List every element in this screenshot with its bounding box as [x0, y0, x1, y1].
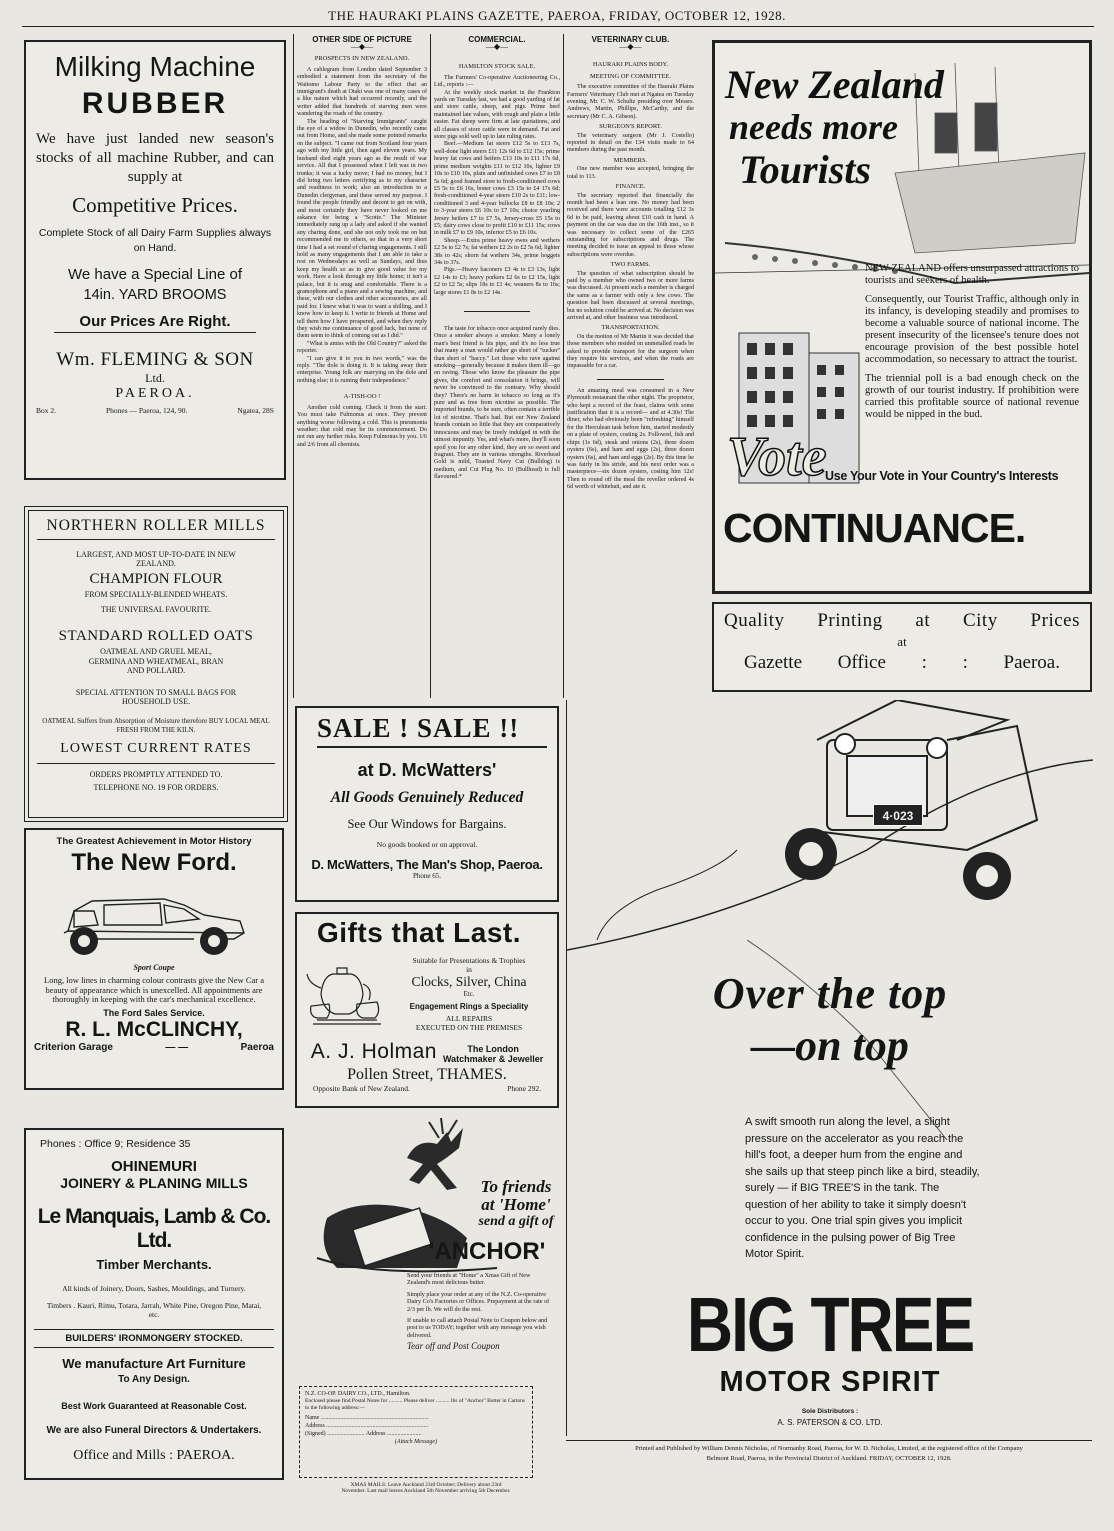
fleming-dairy: Complete Stock of all Dairy Farm Supplies always on Hand.: [38, 227, 272, 254]
imprint-line1: Printed and Published by William Dennis Nicholas, of Normanby Road, Paeroa, for W. D. Nicholas, Limited, at the registered office of the Company: [635, 1445, 1023, 1452]
col3-sub: HAURAKI PLAINS BODY.: [592, 61, 669, 69]
tourists-vote: Vote: [727, 426, 827, 488]
col3-p3: One new member was accepted, bringing the total to 113.: [567, 166, 694, 180]
col3-divider: [597, 379, 664, 380]
masthead-rule: [22, 26, 1094, 27]
anchor-p2: Simply place your order at any of the N.Z. Co-operative Dairy Co's Factories or Offices. Prepayment at the rate of 2/3 per lb. We will do the rest.: [407, 1290, 550, 1313]
col2-divider: [464, 311, 530, 312]
col3-s3: FINANCE.: [615, 183, 646, 191]
masthead-title: THE HAURAKI PLAINS GAZETTE, PAEROA, FRIDAY, OCTOBER 12, 1928.: [328, 8, 786, 23]
bigtree-ad: [566, 700, 1092, 1436]
ford-coupe-illustration: [34, 881, 274, 963]
silver-tea-set-illustration: [303, 954, 387, 1038]
bigtree-h2: —on top: [751, 1021, 909, 1070]
holman-repairs: ALL REPAIRS: [445, 1014, 493, 1023]
holman-footer: [303, 1084, 551, 1093]
ford-town: Paeroa: [240, 1041, 274, 1053]
col2-p3: Beef.—Medium fat steers £12 5s to £13 7s, well-done light steers £11 12s 6d to £12 15s; prime heavy fat cows and heifers £13 10s to £11 17s 6d, prime medium weights £11 to £12 10s, lighter £9 10s to £10 10s, plain and unfinished cows £7 to £8 5s 6d; good framed store to fresh-conditioned cows £5 5s to £6 16s, boner cows £3 15s to £4 17s 6d; fresh-conditioned 4-year steers £10 2s to £11; low-conditioned 3 and 4-year bullocks £8 to £8 10s; 2 to 3-year steers £6 10s to £7 10s; choice yearling Jersey heifers £7 to £7 5s, Jersey-cross £5 15s to £5; dairy cows close to profit £10 to £11 15s; cows in milk £7 to £9 10s, inferior £5 to £6 10s.: [434, 141, 560, 237]
anchor-home: at 'Home': [481, 1195, 551, 1214]
col3-s4: TWO FARMS.: [610, 261, 651, 269]
vintage-car-illustration: [567, 700, 1093, 970]
coupon-heading: N.Z. CO-OP. DAIRY CO., LTD., Hamilton.: [305, 1391, 411, 1397]
fleming-ngatea: Ngatea, 28S: [237, 406, 274, 415]
joinery-ad: [24, 1128, 284, 1480]
holman-opp: Opposite Bank of New Zealand.: [313, 1084, 410, 1093]
mills-orders: ORDERS PROMPTLY ATTENDED TO.: [89, 769, 223, 779]
col2-head: COMMERCIAL.: [468, 36, 526, 44]
mills-from: FROM SPECIALLY-BLENDED WHEATS.: [84, 590, 228, 599]
anchor-p1: Send your friends at "Home" a Xmas Gift of New Zealand's most delicious butter.: [407, 1272, 531, 1287]
mcwatters-reduced: All Goods Genuinely Reduced: [330, 789, 524, 806]
fleming-town: PAEROA.: [115, 386, 195, 401]
tourists-use: Use Your Vote in Your Country's Interests: [825, 469, 1059, 483]
tourists-h2: needs more: [729, 107, 898, 147]
tourists-copy: [865, 263, 1079, 421]
printing-line3: Gazette Office : : Paeroa.: [744, 652, 1060, 673]
tourists-p2: Consequently, our Tourist Traffic, although only in its infancy, is developing steadily and promises to become a valuable source of national income. The present insecurity of the licensee's tenure does not encourage provision of the best possible hotel accommodation, so necessary to attract the tourist.: [865, 294, 1079, 365]
joinery-work: Best Work Guaranteed at Reasonable Cost.: [61, 1401, 247, 1411]
holman-street: Pollen Street, THAMES.: [347, 1066, 507, 1083]
column-rule-2: [430, 34, 431, 698]
printing-line2: at: [897, 634, 907, 649]
holman-watchmaker: Watchmaker & Jeweller: [443, 1054, 544, 1064]
joinery-firm: Le Manquais, Lamb & Co. Ltd.: [37, 1205, 271, 1252]
holman-phone: Phone 292.: [507, 1084, 541, 1093]
col3-ornament: —◆—: [619, 42, 642, 52]
coupon-address2-label: Address: [365, 1431, 386, 1437]
joinery-furniture: We manufacture Art Furniture: [62, 1356, 246, 1371]
imprint: [566, 1440, 1092, 1464]
col2-p2: At the weekly stock market in the Frankton yards on Tuesday last, we had a good yarding of fat and store cattle, sheep, and pigs. Prime beef maintained late values, with rough and plain a little easier. Fat sheep were firm at late quotations, and all classes of store cattle were in demand. Fat and store pigs sold well up to late ruling rates.: [434, 89, 560, 141]
mills-largest: LARGEST, AND MOST UP-TO-DATE IN NEW ZEALAND.: [76, 550, 236, 568]
tourists-h1: New Zealand: [725, 62, 944, 107]
fleming-body: We have just landed new season's stocks of all machine Rubber, and can supply at: [36, 131, 274, 185]
mills-fav: THE UNIVERSAL FAVOURITE.: [100, 605, 212, 614]
col3-s5: TRANSPORTATION.: [601, 324, 660, 332]
tourists-p1: NEW ZEALAND offers unsurpassed attractions to tourists and seekers of health.: [865, 263, 1079, 286]
holman-ad: [295, 912, 559, 1108]
col2-p6: The taste for tobacco once acquired rarely dies. Once a smoker always a smoker. Many a lonely man's best friend is his pipe, and it's no less true that many a man would rather go short of "tucker" than short of "baccy." Let those who rave against smoking—generally because it makes them ill—go on raving. Those who know the pleasure the pipe gives, the comfort and consolation it brings, will never be convinced to the contrary. Why should they? There's no harm in tobacco so long as it's pure and as free from nicotine as possible. The imported brands, to be sure, often contain a terrible lot of nicotine. That's bad. But our New Zealand brands contain so little that they are comparatively innocuous and may be freely indulged in with the utmost impunity. Yes, and what's more, they'll soon spoil you for any other kind, they are so sweet and fragrant. They are in various strengths. Riverhead Gold is mild, Toasted Navy Cut (Bulldog) is medium, and Cut Plug No. 10 (Bullhead) is full flavoured.*: [434, 326, 560, 481]
ford-sport: Sport Coupe: [133, 963, 175, 972]
bigtree-plate: 4·023: [873, 804, 923, 826]
joinery-name2: JOINERY & PLANING MILLS: [60, 1175, 248, 1191]
fleming-ltd: Ltd.: [145, 371, 165, 385]
mcwatters-nobook: No goods booked or on approval.: [376, 840, 478, 849]
mills-flour: CHAMPION FLOUR: [89, 571, 223, 587]
col3-p6: On the motion of Mr Martin it was decided that those members who resided on unmetalled roads be asked to provide transport for the surgeon when they require his services, and when the roads are impassable for a car.: [567, 333, 694, 370]
column-commercial: [434, 36, 560, 696]
mcwatters-ad: [295, 706, 559, 902]
anchor-heading: [473, 1178, 559, 1230]
bigtree-h1: Over the top: [712, 969, 948, 1018]
col2-p1: The Farmers' Co-operative Auctioneering Co., Ltd., reports :—: [434, 74, 560, 89]
joinery-phones: Phones : Office 9; Residence 35: [40, 1138, 191, 1150]
mills-oatmeal: OATMEAL Suffers from Absorption of Moisture therefore BUY LOCAL MEAL FRESH FROM THE KILN.: [42, 716, 270, 734]
ford-title: The New Ford.: [71, 849, 237, 876]
fleming-ad: [24, 40, 286, 480]
fleming-prices: Our Prices Are Right.: [54, 313, 256, 333]
mcwatters-windows: See Our Windows for Bargains.: [347, 817, 507, 831]
coupon-signed-label: (Signed): [305, 1431, 326, 1437]
column-veterinary: [567, 36, 694, 696]
imprint-line2: Belmont Road, Paeroa, in the Provincial District of Auckland. FRIDAY, OCTOBER 12, 1928.: [706, 1455, 952, 1462]
col1-p5: Another cold coming. Check it from the start. You must take Fulmonus at once. They prevent anything worse following a cold. This is pneumonia weather; that cold may be its commencement. Do not run any further risks. Keep Fulmonus by you. 1/6 and 2/6 from all chemists.: [297, 404, 427, 448]
fleming-competitive: Competitive Prices.: [72, 193, 238, 217]
ford-tag: The Greatest Achievement in Motor History: [56, 836, 252, 847]
fleming-brooms: 14in. YARD BROOMS: [83, 287, 227, 303]
col3-p7: An amazing meal was consumed in a New Plymouth restaurant the other night. The proprietor, who kept a record of the feast, claims with some justification that it is a record— and at 4.30s! The diner, who had obviously been "refreshing" himself for the Herculean task before him, started modestly on a plate of oysters, costing 2s. Followed, fish and chips (1s 6d), steak and onions (2s), three dozen oysters (6s), and ham and eggs (2s), three dozen oysters (6s), and ham and eggs (2s). By this time he was fairly in his stride, and his next order was a masterpiece—six dozen oysters, costing him 12s! Then to round off the meal the reveller ordered 4s 6d worth of whitebait, and ate it.: [567, 387, 694, 491]
holman-rings: Engagement Rings a Speciality: [409, 1002, 529, 1011]
col1-sub2: A-TISH-OO !: [343, 393, 381, 401]
holman-text: [387, 950, 551, 1038]
holman-clocks: Clocks, Silver, China: [411, 974, 527, 989]
mills-title: NORTHERN ROLLER MILLS: [37, 517, 275, 540]
col1-head: OTHER SIDE OF PICTURE: [312, 36, 412, 44]
mcwatters-name: D. McWatters, The Man's Shop, Paeroa.: [311, 857, 543, 872]
holman-jeweller: [443, 1044, 543, 1064]
col1-p2: The heading of "Starving Immigrants" caught the eye of a widow in Dunedin, who recently came out from Home, and she made some pointed remarks on the subject. "I came out from Scotland four years ago with my little girl, then aged eleven years. My husband died eight years ago as the result of war service. All that I possessed when I left was in two trunks; it was a lucky move; I had no money, but I did bring two letters certifying as to my character and readiness to work; also an introduction to a Dunedin clergyman, and these served my purpose. I found the people friendly and decent to get on with, and most certainly they have never looked on me askance for being a "Scotie." The Minister immediately rang up a lady and asked if she wanted any charing done, and she not only took me on but recommended me to others, so that in a very short time I had a set round of charing engagements. I still hold as many engagements that I am able to take a rest on Wednesdays as well as Sundays, and thus keep my health so as to give good value for my work. Have a look through my little home; it isn't a palace, but it is snug and comfortable. There is a gramophone and a piano and a sewing machine, and these, with our clothes and other accessories, are all paid for. I knew what it was to want a shilling, and I know how to keep it. I write to friends at Home and tell them how I have prospered, and when they reply they wish me continuance of good luck, but none of them seem to think of coming out as I did.": [297, 118, 427, 340]
anchor-p3: If unable to call attach Postal Note to Coupon below and post to us TODAY; together with any message you wish delivered.: [407, 1317, 548, 1339]
col1-p3: "What is amiss with the Old Country?" asked the reporter.: [297, 340, 427, 355]
holman-etc: Etc.: [463, 990, 475, 998]
anchor-mails: XMAS MAILS: Leave Auckland 23rd October; Delivery about 23rd November. Last mail leaves Auckland 5th November arriving 5th December.: [341, 1482, 511, 1495]
col2-sub: HAMILTON STOCK SALE.: [458, 63, 536, 71]
continuance-ad: [712, 40, 1092, 594]
col1-p1: A cablegram from London dated September 3 embodied a statement from the secretary of the Waitomo Labour Party to the effect that an immigrant's death at Otaki was one of many cases of a like nature which had occurred recently, and the writer added that hundreds of starving men were wandering the roads of the country.: [297, 66, 427, 118]
ford-name: R. L. McCLINCHY,: [65, 1017, 243, 1041]
holman-london: The London: [467, 1044, 519, 1054]
coupon-address-label: Address: [305, 1423, 325, 1429]
column-rule-1: [293, 34, 294, 698]
ford-garage: Criterion Garage: [34, 1041, 113, 1053]
col3-p4: The secretary reported that financially the month had been a lean one. No money had been received and there were accounts totalling £12 3s 6d to be paid, leaving about £10 cash in hand. A payment on the car was due on the 16th inst., so it was necessary to collect some of the £265 outstanding for subscriptions and drugs. The meeting decided to issue an appeal to those whose subscriptions were overdue.: [567, 192, 694, 258]
col1-ornament: —◆—: [350, 42, 374, 52]
holman-name-row: [303, 1040, 551, 1064]
col3-sub2: MEETING OF COMMITTEE.: [589, 72, 672, 80]
tourists-p3: The triennial poll is a bad enough check on the growth of our tourist industry. If prohibition were carried this profitable source of national revenue would be nipped in the bud.: [865, 373, 1079, 420]
col2-p4: Sheep.—Extra prime heavy ewes and wethers £2 5s to £2 7s; fat wethers £2 2s to £2 5s 6d, lighter 38s to 42s; shorn fat wethers 34s, prime hoggets 34s to 37s.: [434, 237, 560, 266]
col3-s1: SURGEON'S REPORT.: [599, 123, 662, 131]
anchor-ad: [297, 1118, 557, 1496]
joinery-name1: OHINEMURI: [111, 1158, 197, 1175]
bigtree-brand1: BIG TREE: [686, 1281, 974, 1368]
mills-ad: [28, 510, 284, 818]
ford-body: Long, low lines in charming colour contrasts give the New Car a beauty of appearance which is unexcelled. All appointments are thoroughly in keeping with the car's mechanical excellence.: [44, 975, 264, 1004]
bigtree-dist: Sole Distributors :: [801, 1408, 859, 1415]
col1-sub: PROSPECTS IN NEW ZEALAND.: [314, 55, 410, 63]
joinery-kinds: All kinds of Joinery, Doors, Sashes, Mouldings, and Turnery.: [62, 1284, 246, 1293]
anchor-coupon[interactable]: [299, 1386, 533, 1478]
fleming-phones: Phones — Paeroa, 124, 90.: [105, 406, 188, 415]
anchor-copy: [407, 1272, 555, 1351]
joinery-ironmongery: BUILDERS' IRONMONGERY STOCKED.: [34, 1329, 274, 1348]
joinery-funeral: We are also Funeral Directors & Undertakers.: [46, 1425, 262, 1436]
bigtree-distname: A. S. PATERSON & CO. LTD.: [777, 1418, 883, 1427]
fleming-heading1: Milking Machine: [54, 51, 256, 82]
mills-tel: TELEPHONE NO. 19 FOR ORDERS.: [93, 782, 219, 792]
mills-attn: SPECIAL ATTENTION TO SMALL BAGS FOR HOUSEHOLD USE.: [75, 687, 237, 706]
tourists-cont: CONTINUANCE.: [723, 505, 1026, 551]
coupon-signed-row: (Signed) ......................... Address .......................: [305, 1431, 422, 1437]
anchor-brand: 'ANCHOR': [428, 1238, 546, 1265]
mcwatters-phone: Phone 65.: [413, 872, 441, 880]
col1-p4: "I can give it to you in two words," was the reply. "The dole is doing it. It is taking away their enterprise. Young folk are marrying on the dole and nothing else; it is ruining their independence.": [297, 355, 427, 384]
tourists-h3: Tourists: [739, 147, 871, 192]
bigtree-brand2: MOTOR SPIRIT: [719, 1366, 941, 1398]
mcwatters-at: at D. McWatters': [357, 760, 497, 780]
joinery-design: To Any Design.: [118, 1374, 190, 1385]
fleming-box: Box 2.: [36, 406, 57, 415]
fleming-special: We have a Special Line of: [67, 266, 242, 283]
mills-oats: STANDARD ROLLED OATS: [58, 628, 254, 644]
column-rule-3: [563, 34, 564, 698]
fleming-name: Wm. FLEMING & SON: [56, 349, 254, 370]
col2-p5: Pigs.—Heavy baconers £3 4s to £3 13s, light £2 14s to £3; heavy porkers £2 6s to £2 15s, light £2 to £2 5s; slips 18s to £1 4s; weaners 8s to 16s; large stores £1 8s to £2 14s.: [434, 267, 560, 296]
joinery-office: Office and Mills : PAEROA.: [73, 1448, 235, 1463]
joinery-timbers: Timbers . Kauri, Rimu, Totara, Jarrah, White Pine, Oregon Pine, Matai, etc.: [46, 1301, 262, 1319]
coupon-message: (Attach Message): [394, 1439, 438, 1445]
mcwatters-sale: SALE ! SALE !!: [317, 713, 520, 743]
holman-title: Gifts that Last.: [317, 917, 522, 948]
coupon-name-row: Name ........................................................................: [305, 1415, 429, 1421]
holman-in: in: [466, 965, 472, 974]
holman-row: [303, 950, 551, 1038]
ford-ad: [24, 828, 284, 1090]
printing-line1: Quality Printing at City Prices: [724, 610, 1080, 631]
tourists-heading: [725, 63, 975, 193]
anchor-to: To friends: [480, 1177, 552, 1196]
joinery-timber: Timber Merchants.: [96, 1257, 212, 1272]
anchor-send: send a gift of: [478, 1214, 554, 1229]
col3-p1: The executive committee of the Hauraki Plains Farmers' Veterinary Club met at Ngatea on Tuesday evening, Mr. C. W. Schultz presiding over Messrs. Andrews, Martin, Phillips, McCarthy, and the secretary (Mr C. A. Gibson).: [567, 84, 694, 120]
ford-dash: — —: [165, 1041, 189, 1053]
col2-ornament: —◆—: [485, 42, 509, 52]
ford-service: The Ford Sales Service.: [103, 1007, 205, 1018]
coupon-name-label: Name: [305, 1415, 320, 1421]
mills-meals: OATMEAL AND GRUEL MEAL, GERMINA AND WHEATMEAL, BRAN AND POLLARD.: [88, 647, 224, 675]
fleming-heading2: RUBBER: [81, 87, 229, 120]
col3-p2: The veterinary surgeon (Mr J. Costello) reported in detail on the 134 visits made to 64 members during the past month.: [567, 132, 694, 154]
bigtree-body: A swift smooth run along the level, a slight pressure on the accelerator as you reach the hill's foot, a deeper hum from the engine and she sails up that steep pinch like a bird, steadily, surely — if BIG TREE'S in the tank. The question of her ability to take it simply doesn't occur to you. One trial spin gives you implicit confidence in the pulsing power of Big Tree Motor Spirit.: [745, 1116, 980, 1260]
printing-ad: [712, 602, 1092, 692]
mills-rates: LOWEST CURRENT RATES: [37, 741, 275, 764]
holman-name: A. J. Holman: [310, 1040, 437, 1063]
col3-p5: The question of what subscription should be paid by a member who owned two or more farms was discussed. At present such a member is charged the same as a farmer with only a few cows. The question had been discussed at several meetings, but no solution could be arrived at. No decision was arrived at, and other business was introduced.: [567, 270, 694, 321]
coupon-enclosed: Enclosed please find Postal Notes for .......... Please deliver .......... lbs of "Anchor" Butter in Cartons to the following address:—: [305, 1398, 526, 1411]
ford-footer: [34, 1042, 274, 1053]
holman-executed: EXECUTED ON THE PREMISES: [415, 1023, 523, 1032]
mcwatters-sale-rule: [317, 746, 547, 748]
holman-suit: Suitable for Presentations & Trophies: [412, 956, 526, 965]
column-other-side: [297, 36, 427, 696]
col3-head: VETERINARY CLUB.: [591, 36, 670, 44]
fleming-footer: [36, 406, 274, 415]
anchor-tear: Tear off and Post Coupon: [407, 1341, 500, 1352]
col3-s2: MEMBERS.: [613, 156, 648, 164]
coupon-address-row: Address ....................................................................: [305, 1423, 429, 1429]
